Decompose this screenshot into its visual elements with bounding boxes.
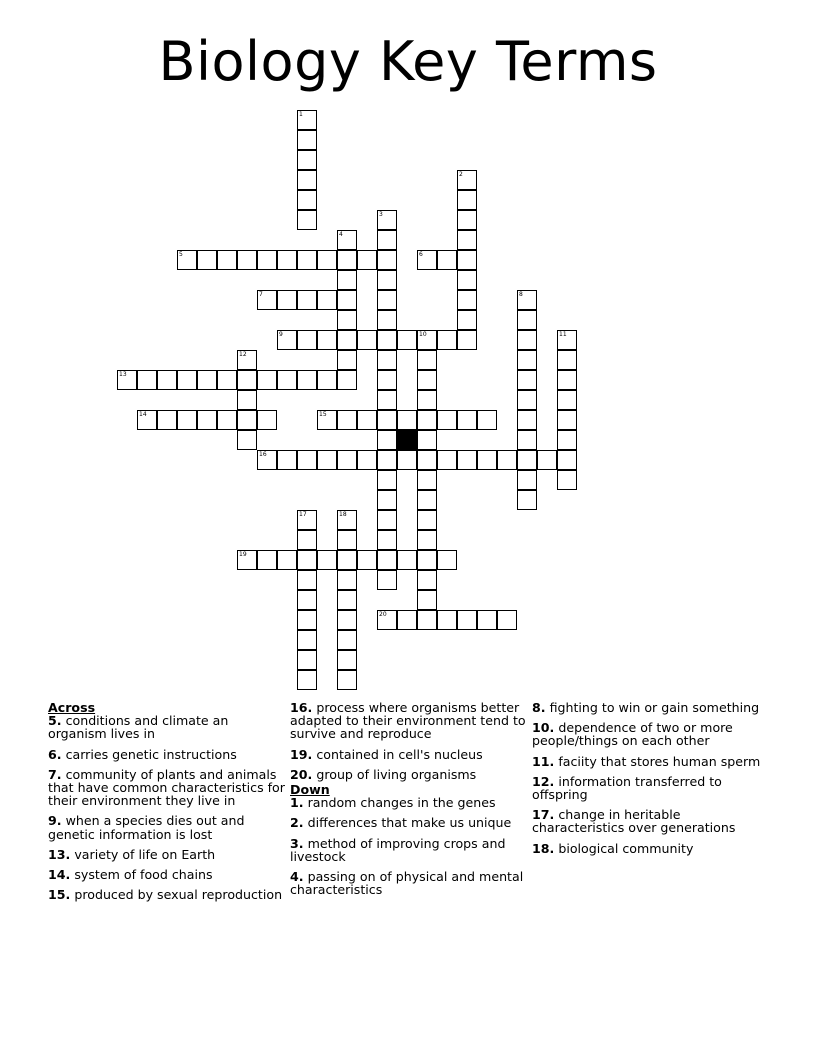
clue-number-label: 1 xyxy=(299,111,303,118)
grid-cell[interactable] xyxy=(557,470,577,490)
grid-cell[interactable] xyxy=(377,410,397,430)
clue-column-2 xyxy=(290,701,530,903)
grid-cell[interactable] xyxy=(297,290,317,310)
grid-cell[interactable] xyxy=(517,410,537,430)
grid-cell[interactable] xyxy=(557,390,577,410)
grid-cell[interactable] xyxy=(517,370,537,390)
clue-down-12: 12. information transferred to offspring xyxy=(532,773,722,803)
clue-number-label: 16 xyxy=(259,451,267,458)
clue-number-label: 10 xyxy=(419,331,427,338)
grid-cell[interactable] xyxy=(137,370,157,390)
down-heading: Down xyxy=(290,782,330,798)
clue-number-label: 3 xyxy=(379,211,383,218)
grid-cell[interactable] xyxy=(377,350,397,370)
grid-cell[interactable] xyxy=(297,170,317,190)
clue-down-11: 11. faciity that stores human sperm xyxy=(532,753,761,769)
grid-cell[interactable] xyxy=(557,430,577,450)
grid-cell[interactable] xyxy=(237,250,257,270)
grid-cell[interactable] xyxy=(277,250,297,270)
grid-cell[interactable] xyxy=(337,310,357,330)
clue-down-17: 17. change in heritable characteristics over generations xyxy=(532,807,736,836)
grid-cell[interactable] xyxy=(297,370,317,390)
grid-cell[interactable] xyxy=(217,410,237,430)
clue-number-label: 19 xyxy=(239,551,247,558)
grid-cell[interactable] xyxy=(357,550,377,570)
clue-number-label: 17 xyxy=(299,511,307,518)
clue-number-label: 6 xyxy=(419,251,423,258)
grid-cell[interactable] xyxy=(417,490,437,510)
clue-number-label: 9 xyxy=(279,331,283,338)
grid-cell[interactable] xyxy=(317,550,337,570)
grid-cell[interactable] xyxy=(277,550,297,570)
grid-cell[interactable] xyxy=(377,330,397,350)
grid-cell[interactable] xyxy=(517,330,537,350)
grid-cell[interactable] xyxy=(517,350,537,370)
grid-cell[interactable] xyxy=(337,290,357,310)
grid-cell[interactable] xyxy=(337,330,357,350)
grid-cell[interactable] xyxy=(457,330,477,350)
clue-across-19: 19. contained in cell's nucleus xyxy=(290,746,483,762)
grid-cell[interactable] xyxy=(337,550,357,570)
clue-number-label: 14 xyxy=(139,411,147,418)
grid-cell[interactable] xyxy=(377,230,397,250)
grid-cell[interactable] xyxy=(337,370,357,390)
grid-cell-12[interactable] xyxy=(237,350,257,370)
grid-cell[interactable] xyxy=(437,610,457,630)
clue-down-1: 1. random changes in the genes xyxy=(290,795,496,811)
grid-cell[interactable] xyxy=(417,350,437,370)
grid-cell[interactable] xyxy=(377,510,397,530)
grid-cell[interactable] xyxy=(437,550,457,570)
grid-cell[interactable] xyxy=(417,370,437,390)
grid-cell[interactable] xyxy=(557,450,577,470)
grid-cell-19[interactable] xyxy=(237,550,257,570)
grid-cell[interactable] xyxy=(377,270,397,290)
grid-cell[interactable] xyxy=(457,310,477,330)
grid-cell[interactable] xyxy=(517,310,537,330)
grid-cell[interactable] xyxy=(277,290,297,310)
grid-cell[interactable] xyxy=(297,250,317,270)
grid-cell[interactable] xyxy=(217,370,237,390)
grid-cell[interactable] xyxy=(337,630,357,650)
grid-cell[interactable] xyxy=(457,190,477,210)
grid-cell[interactable] xyxy=(417,570,437,590)
grid-cell-17[interactable] xyxy=(297,510,317,530)
clue-across-5: 5. conditions and climate an organism lives in xyxy=(48,713,229,742)
grid-cell[interactable] xyxy=(377,490,397,510)
grid-cell[interactable] xyxy=(377,310,397,330)
clue-number-label: 18 xyxy=(339,511,347,518)
grid-cell[interactable] xyxy=(397,450,417,470)
grid-cell[interactable] xyxy=(317,370,337,390)
grid-cell[interactable] xyxy=(317,450,337,470)
grid-cell[interactable] xyxy=(357,250,377,270)
grid-cell[interactable] xyxy=(517,430,537,450)
clue-column-1 xyxy=(48,701,288,908)
grid-cell[interactable] xyxy=(257,370,277,390)
grid-cell[interactable] xyxy=(477,610,497,630)
grid-cell[interactable] xyxy=(417,470,437,490)
grid-cell[interactable] xyxy=(297,130,317,150)
grid-cell[interactable] xyxy=(317,250,337,270)
grid-cell[interactable] xyxy=(417,450,437,470)
grid-cell[interactable] xyxy=(337,450,357,470)
grid-cell[interactable] xyxy=(557,350,577,370)
grid-cell[interactable] xyxy=(257,250,277,270)
grid-cell-8[interactable] xyxy=(517,290,537,310)
clue-down-10: 10. dependence of two or more people/things on each other xyxy=(532,720,733,749)
grid-cell[interactable] xyxy=(257,410,277,430)
grid-cell[interactable] xyxy=(197,370,217,390)
grid-cell-13[interactable] xyxy=(117,370,137,390)
grid-cell[interactable] xyxy=(377,550,397,570)
grid-cell[interactable] xyxy=(417,590,437,610)
grid-cell-5[interactable] xyxy=(177,250,197,270)
grid-cell-18[interactable] xyxy=(337,510,357,530)
clue-across-13: 13. variety of life on Earth xyxy=(48,846,216,862)
clue-number-label: 5 xyxy=(179,251,183,258)
grid-cell[interactable] xyxy=(497,450,517,470)
grid-cell[interactable] xyxy=(417,610,437,630)
grid-cell[interactable] xyxy=(297,330,317,350)
clue-across-20: 20. group of living organisms xyxy=(290,766,477,782)
grid-cell[interactable] xyxy=(517,450,537,470)
grid-cell[interactable] xyxy=(457,230,477,250)
grid-cell[interactable] xyxy=(457,410,477,430)
grid-cell[interactable] xyxy=(557,370,577,390)
grid-cell[interactable] xyxy=(517,390,537,410)
grid-cell[interactable] xyxy=(297,210,317,230)
grid-cell[interactable] xyxy=(357,450,377,470)
grid-cell[interactable] xyxy=(417,530,437,550)
grid-cell[interactable] xyxy=(437,250,457,270)
grid-cell[interactable] xyxy=(377,250,397,270)
grid-cell[interactable] xyxy=(217,250,237,270)
grid-cell[interactable] xyxy=(377,450,397,470)
grid-cell[interactable] xyxy=(457,290,477,310)
clue-column-3 xyxy=(532,701,772,862)
grid-cell[interactable] xyxy=(557,410,577,430)
grid-cell[interactable] xyxy=(377,290,397,310)
grid-cell-11[interactable] xyxy=(557,330,577,350)
grid-cell[interactable] xyxy=(497,610,517,630)
clue-number-label: 2 xyxy=(459,171,463,178)
grid-cell[interactable] xyxy=(377,370,397,390)
grid-cell[interactable] xyxy=(337,530,357,550)
clue-number-label: 8 xyxy=(519,291,523,298)
grid-cell[interactable] xyxy=(517,490,537,510)
grid-cell[interactable] xyxy=(237,370,257,390)
grid-cell[interactable] xyxy=(457,250,477,270)
grid-cell[interactable] xyxy=(477,450,497,470)
grid-cell[interactable] xyxy=(417,550,437,570)
grid-cell-16[interactable] xyxy=(257,450,277,470)
grid-cell[interactable] xyxy=(277,370,297,390)
grid-cell[interactable] xyxy=(237,410,257,430)
grid-cell[interactable] xyxy=(537,450,557,470)
grid-cell[interactable] xyxy=(317,290,337,310)
clue-down-2: 2. differences that make us unique xyxy=(290,815,512,831)
grid-cell[interactable] xyxy=(197,410,217,430)
grid-cell[interactable] xyxy=(177,370,197,390)
grid-cell[interactable] xyxy=(377,470,397,490)
grid-cell[interactable] xyxy=(337,410,357,430)
clue-down-18: 18. biological community xyxy=(532,840,694,856)
grid-cell-1[interactable] xyxy=(297,110,317,130)
grid-cell[interactable] xyxy=(457,270,477,290)
clue-across-14: 14. system of food chains xyxy=(48,867,213,883)
black-square xyxy=(397,430,417,450)
grid-cell[interactable] xyxy=(277,450,297,470)
grid-cell[interactable] xyxy=(477,410,497,430)
clue-number-label: 20 xyxy=(379,611,387,618)
clue-across-16: 16. process where organisms better adapted to their environment tend to survive and reproduce xyxy=(290,700,526,742)
grid-cell[interactable] xyxy=(337,570,357,590)
grid-cell[interactable] xyxy=(237,430,257,450)
clue-number-label: 12 xyxy=(239,351,247,358)
grid-cell[interactable] xyxy=(457,210,477,230)
grid-cell[interactable] xyxy=(257,550,277,570)
grid-cell[interactable] xyxy=(377,390,397,410)
clue-number-label: 4 xyxy=(339,231,343,238)
grid-cell[interactable] xyxy=(437,330,457,350)
grid-cell-15[interactable] xyxy=(317,410,337,430)
grid-cell[interactable] xyxy=(417,410,437,430)
grid-cell[interactable] xyxy=(337,350,357,370)
clue-across-15: 15. produced by sexual reproduction xyxy=(48,887,283,903)
grid-cell[interactable] xyxy=(297,670,317,690)
grid-cell-9[interactable] xyxy=(277,330,297,350)
grid-cell-3[interactable] xyxy=(377,210,397,230)
grid-cell[interactable] xyxy=(397,410,417,430)
clue-down-8: 8. fighting to win or gain something xyxy=(532,700,760,715)
clue-across-7: 7. community of plants and animals that have common characteristics for their environment they live in xyxy=(48,766,285,809)
clue-number-label: 15 xyxy=(319,411,327,418)
grid-cell[interactable] xyxy=(337,250,357,270)
clue-number-label: 7 xyxy=(259,291,263,298)
grid-cell[interactable] xyxy=(197,250,217,270)
grid-cell[interactable] xyxy=(177,410,197,430)
grid-cell[interactable] xyxy=(297,590,317,610)
puzzle-title: Biology Key Terms xyxy=(158,30,658,93)
grid-cell[interactable] xyxy=(297,550,317,570)
grid-cell[interactable] xyxy=(297,630,317,650)
clue-down-3: 3. method of improving crops and livestock xyxy=(290,835,506,864)
grid-cell[interactable] xyxy=(157,410,177,430)
grid-cell[interactable] xyxy=(437,450,457,470)
grid-cell[interactable] xyxy=(297,570,317,590)
grid-cell[interactable] xyxy=(357,330,377,350)
grid-cell[interactable] xyxy=(437,410,457,430)
grid-cell[interactable] xyxy=(297,530,317,550)
grid-cell[interactable] xyxy=(297,650,317,670)
clue-across-9: 9. when a species dies out and genetic information is lost xyxy=(48,813,245,842)
clue-number-label: 13 xyxy=(119,371,127,378)
grid-cell-4[interactable] xyxy=(337,230,357,250)
grid-cell[interactable] xyxy=(397,610,417,630)
grid-cell[interactable] xyxy=(377,530,397,550)
grid-cell[interactable] xyxy=(297,610,317,630)
grid-cell-20[interactable] xyxy=(377,610,397,630)
grid-cell[interactable] xyxy=(357,410,377,430)
grid-cell[interactable] xyxy=(337,590,357,610)
grid-cell[interactable] xyxy=(397,330,417,350)
grid-cell[interactable] xyxy=(297,190,317,210)
grid-cell[interactable] xyxy=(337,270,357,290)
grid-cell[interactable] xyxy=(337,610,357,630)
clue-down-4: 4. passing on of physical and mental characteristics xyxy=(290,869,524,898)
grid-cell[interactable] xyxy=(417,390,437,410)
grid-cell[interactable] xyxy=(237,390,257,410)
grid-cell-7[interactable] xyxy=(257,290,277,310)
grid-cell-14[interactable] xyxy=(137,410,157,430)
across-heading: Across xyxy=(48,700,96,715)
grid-cell[interactable] xyxy=(397,550,417,570)
grid-cell[interactable] xyxy=(457,610,477,630)
grid-cell-2[interactable] xyxy=(457,170,477,190)
clue-across-6: 6. carries genetic instructions xyxy=(48,746,237,762)
grid-cell[interactable] xyxy=(317,330,337,350)
grid-cell[interactable] xyxy=(377,430,397,450)
grid-cell[interactable] xyxy=(297,450,317,470)
grid-cell[interactable] xyxy=(377,570,397,590)
grid-cell-10[interactable] xyxy=(417,330,437,350)
grid-cell[interactable] xyxy=(297,150,317,170)
grid-cell[interactable] xyxy=(157,370,177,390)
grid-cell[interactable] xyxy=(417,430,437,450)
grid-cell[interactable] xyxy=(457,450,477,470)
grid-cell[interactable] xyxy=(337,670,357,690)
grid-cell-6[interactable] xyxy=(417,250,437,270)
grid-cell[interactable] xyxy=(517,470,537,490)
clue-number-label: 11 xyxy=(559,331,567,338)
grid-cell[interactable] xyxy=(417,510,437,530)
grid-cell[interactable] xyxy=(337,650,357,670)
